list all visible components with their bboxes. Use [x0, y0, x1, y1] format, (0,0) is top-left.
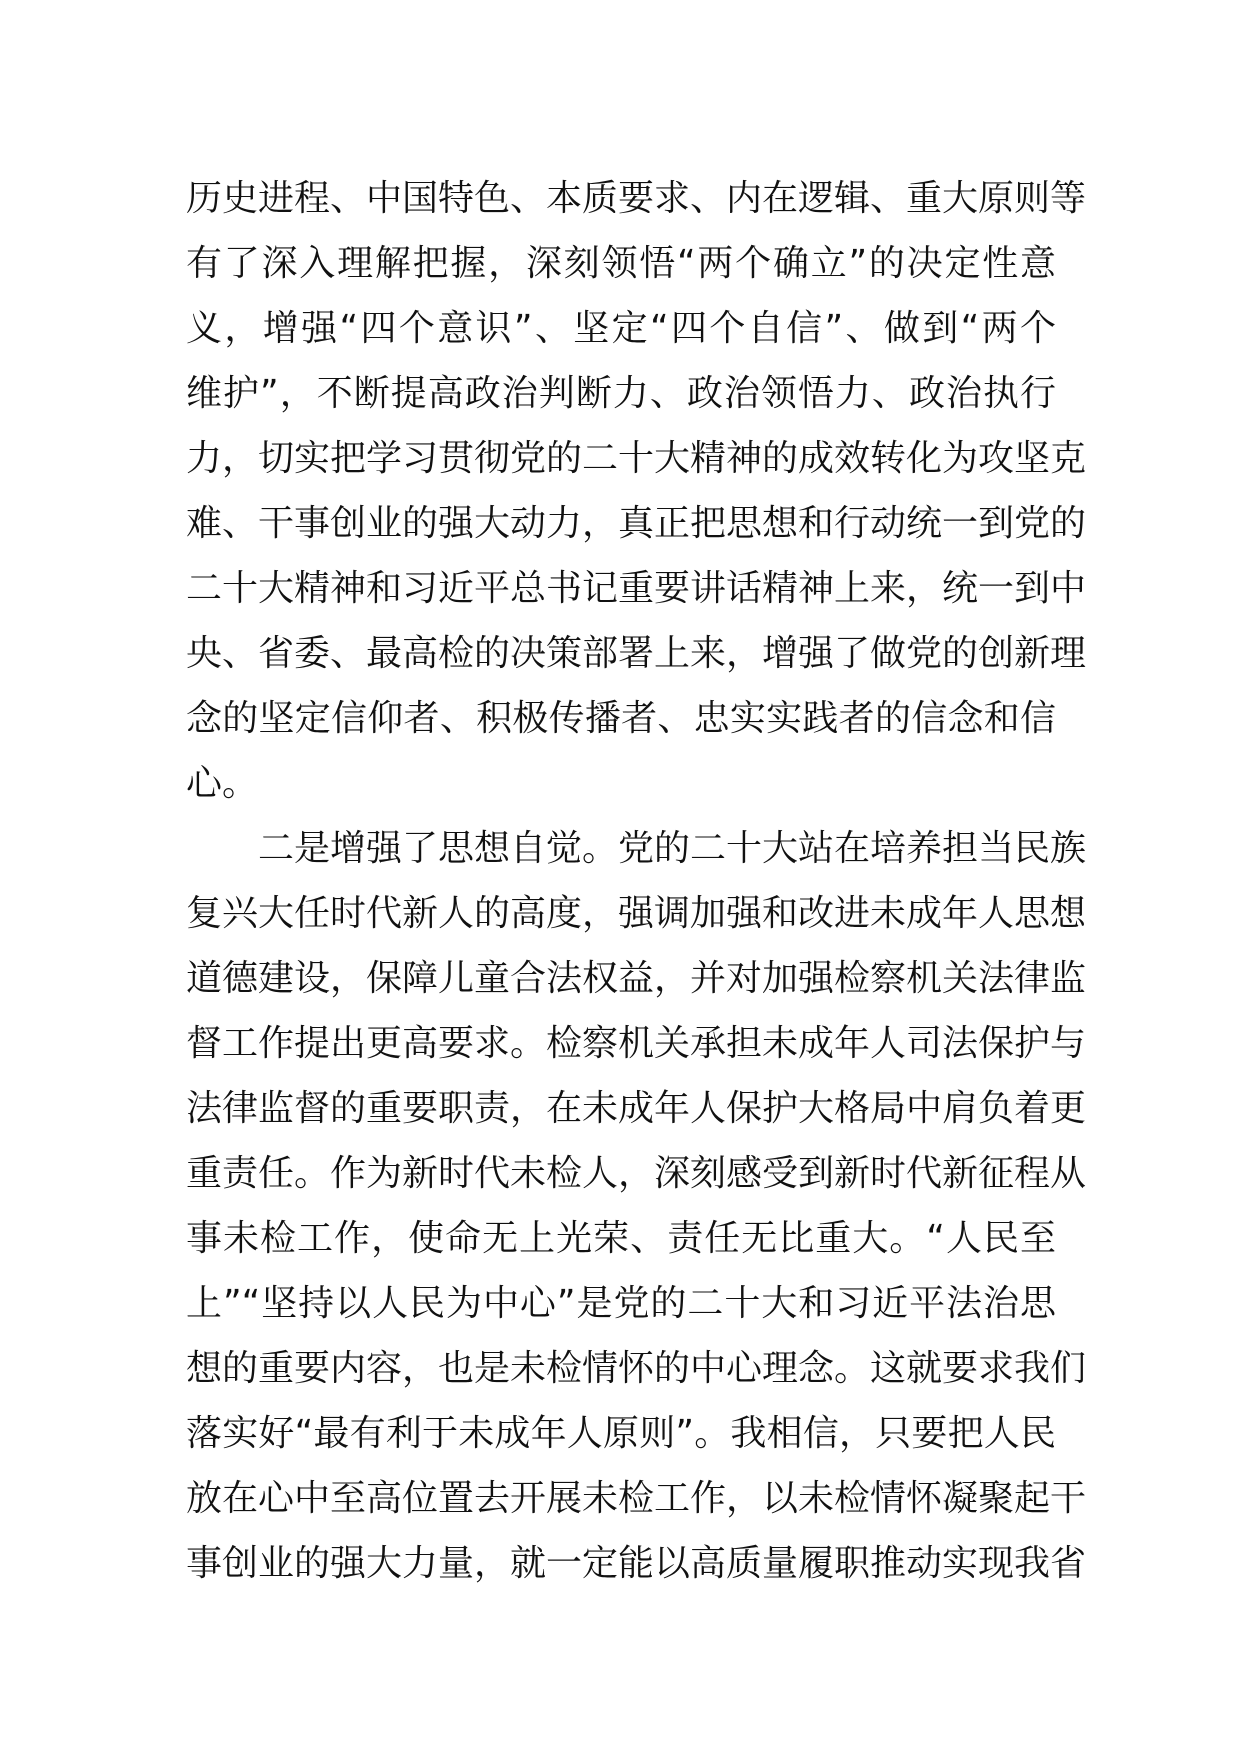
text-line: 二十大精神和习近平总书记重要讲话精神上来，统一到中	[186, 568, 1087, 609]
paragraph-2	[186, 816, 1087, 1596]
text-line: 道德建设，保障儿童合法权益，并对加强检察机关法律监	[186, 958, 1087, 999]
text-line: 央、省委、最高检的决策部署上来，增强了做党的创新理	[186, 633, 1087, 674]
text-line: 二是增强了思想自觉。党的二十大站在培养担当民族	[258, 828, 1087, 869]
text-line: 义，增强“四个意识”、坚定“四个自信”、做到“两个	[186, 308, 1056, 349]
text-line: 想的重要内容，也是未检情怀的中心理念。这就要求我们	[186, 1348, 1087, 1389]
text-line: 历史进程、中国特色、本质要求、内在逻辑、重大原则等	[186, 178, 1087, 219]
text-line: 心。	[186, 763, 259, 804]
document-body	[186, 166, 1087, 1596]
text-line: 复兴大任时代新人的高度，强调加强和改进未成年人思想	[186, 893, 1087, 934]
paragraph-1	[186, 166, 1087, 816]
text-line: 念的坚定信仰者、积极传播者、忠实实践者的信念和信	[186, 698, 1056, 739]
text-line: 有了深入理解把握，深刻领悟“两个确立”的决定性意	[186, 243, 1056, 284]
text-line: 重责任。作为新时代未检人，深刻感受到新时代新征程从	[186, 1153, 1087, 1194]
text-line: 难、干事创业的强大动力，真正把思想和行动统一到党的	[186, 503, 1087, 544]
text-line: 事创业的强大力量，就一定能以高质量履职推动实现我省	[186, 1543, 1087, 1584]
text-line: 法律监督的重要职责，在未成年人保护大格局中肩负着更	[186, 1088, 1087, 1129]
text-line: 放在心中至高位置去开展未检工作，以未检情怀凝聚起干	[186, 1478, 1087, 1519]
text-line: 维护”，不断提高政治判断力、政治领悟力、政治执行	[186, 373, 1056, 414]
text-line: 上”“坚持以人民为中心”是党的二十大和习近平法治思	[186, 1283, 1056, 1324]
text-line: 力，切实把学习贯彻党的二十大精神的成效转化为攻坚克	[186, 438, 1087, 479]
text-line: 事未检工作，使命无上光荣、责任无比重大。“人民至	[186, 1218, 1056, 1259]
text-line: 落实好“最有利于未成年人原则”。我相信，只要把人民	[186, 1413, 1056, 1454]
text-line: 督工作提出更高要求。检察机关承担未成年人司法保护与	[186, 1023, 1087, 1064]
